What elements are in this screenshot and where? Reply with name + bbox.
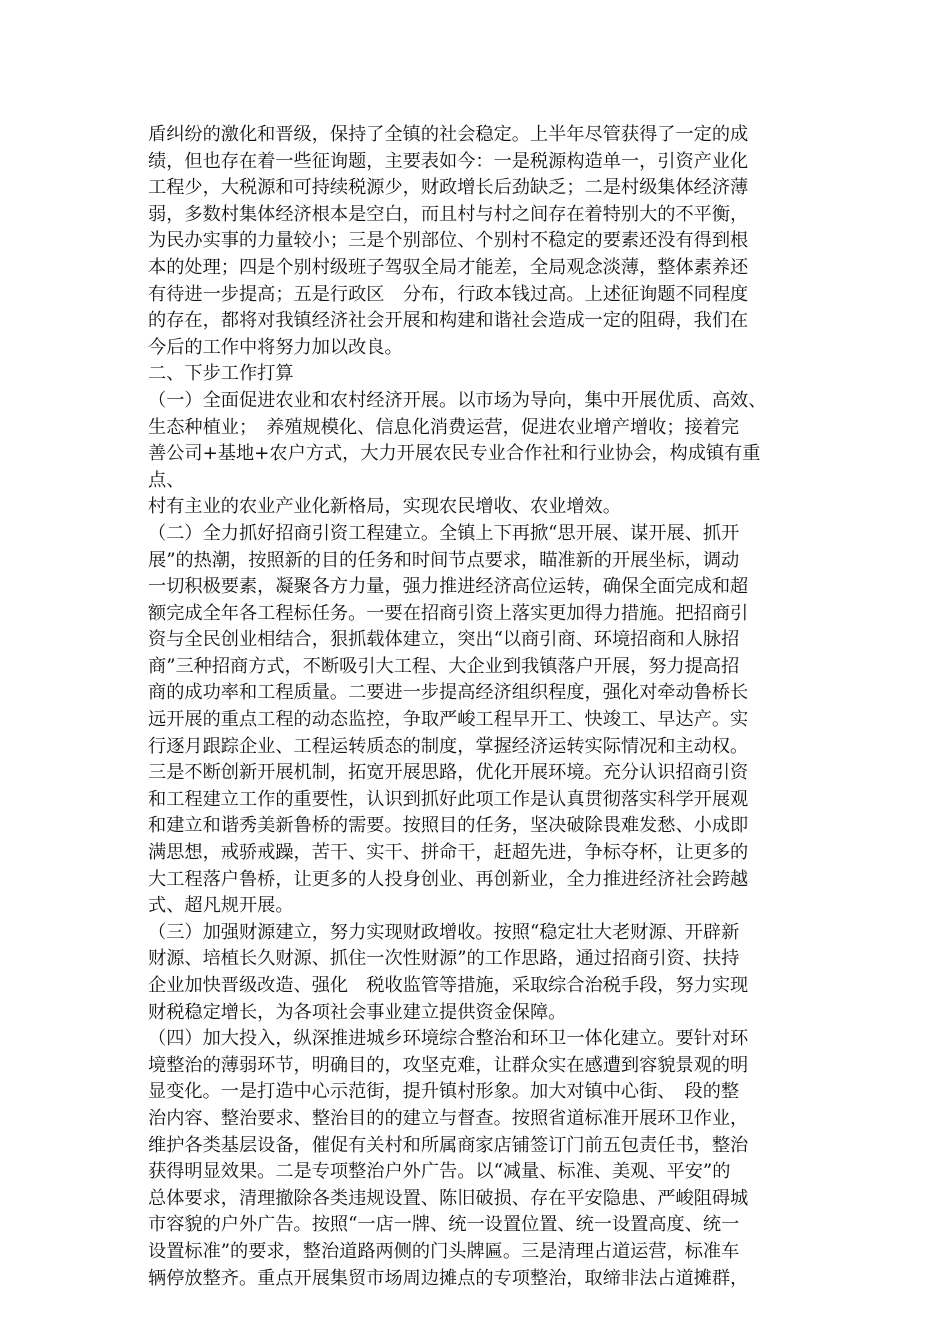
- text-line: 辆停放整齐。重点开展集贸市场周边摊点的专项整治，取缔非法占道摊群，: [148, 1267, 749, 1289]
- text-line: 境整治的薄弱环节，明确目的，攻坚克难，让群众实在感遭到容貌景观的明: [148, 1054, 749, 1076]
- text-line: 治内容、整治要求、整治目的的建立与督查。按照省道标准开展环卫作业，: [148, 1107, 749, 1129]
- text-line: 盾纠纷的激化和晋级，保持了全镇的社会稳定。上半年尽管获得了一定的成: [148, 124, 749, 145]
- text-line: 生态种植业； 养殖规模化、信息化消费运营，促进农业增产增收；接着完: [148, 416, 740, 438]
- text-line: 和建立和谐秀美新鲁桥的需要。按照目的任务，坚决破除畏难发愁、小成即: [148, 815, 749, 837]
- text-line: 有待进一步提高；五是行政区 分布，行政本钱过高。上述征询题不同程度: [148, 283, 749, 305]
- text-line: 维护各类基层设备，催促有关村和所属商家店铺签订门前五包责任书，整治: [148, 1134, 749, 1156]
- text-line: 显变化。一是打造中心示范街，提升镇村形象。加大对镇中心街、 段的整: [148, 1081, 740, 1103]
- text-line: （二）全力抓好招商引资工程建立。全镇上下再掀“思开展、谋开展、抓开: [148, 522, 740, 544]
- text-line: 商”三种招商方式，不断吸引大工程、大企业到我镇落户开展，努力提高招: [148, 655, 740, 677]
- text-line: 市容貌的户外广告。按照“一店一牌、统一设置位置、统一设置高度、统一: [148, 1214, 740, 1236]
- text-line: 工程少，大税源和可持续税源少，财政增长后劲缺乏；二是村级集体经济薄: [148, 177, 749, 199]
- text-line: 企业加快晋级改造、强化 税收监管等措施，采取综合治税手段，努力实现: [148, 975, 749, 996]
- text-line: 村有主业的农业产业化新格局，实现农民增收、农业增效。: [148, 496, 621, 518]
- text-line: 善公司+基地+农户方式，大力开展农民专业合作社和行业协会，构成镇有重: [148, 443, 761, 465]
- text-line: 获得明显效果。二是专项整治户外广告。以“减量、标准、美观、平安”的: [148, 1161, 731, 1183]
- section-heading: 二、下步工作打算: [148, 363, 294, 385]
- text-line: 大工程落户鲁桥，让更多的人投身创业、再创新业，全力推进经济社会跨越: [148, 868, 749, 890]
- text-line: （四）加大投入，纵深推进城乡环境综合整治和环卫一体化建立。要针对环: [148, 1028, 749, 1050]
- document-body: [148, 122, 792, 1292]
- text-line: 满思想，戒骄戒躁，苦干、实干、拼命干，赶超先进，争标夺杯，让更多的: [148, 842, 749, 864]
- text-line: 额完成全年各工程标任务。一要在招商引资上落实更加得力措施。把招商引: [148, 602, 749, 624]
- text-line: 资与全民创业相结合，狠抓载体建立，突出“以商引商、环境招商和人脉招: [148, 629, 740, 651]
- text-line: 展”的热潮，按照新的目的任务和时间节点要求，瞄准新的开展坐标，调动: [148, 549, 740, 571]
- text-line: 商的成功率和工程质量。二要进一步提高经济组织程度，强化对牵动鲁桥长: [148, 682, 749, 704]
- text-line: 一切积极要素，凝聚各方力量，强力推进经济高位运转，确保全面完成和超: [148, 576, 749, 598]
- text-line: （三）加强财源建立，努力实现财政增收。按照“稳定壮大老财源、开辟新: [148, 921, 740, 943]
- text-line: 三是不断创新开展机制，拓宽开展思路，优化开展环境。充分认识招商引资: [148, 762, 749, 784]
- text-line: 的存在，都将对我镇经济社会开展和构建和谐社会造成一定的阻碍，我们在: [148, 310, 749, 332]
- text-line: 式、超凡规开展。: [148, 895, 294, 917]
- text-line: 总体要求，清理撤除各类违规设置、陈旧破损、存在平安隐患、严峻阻碍城: [148, 1187, 749, 1209]
- text-line: 财税稳定增长，为各项社会事业建立提供资金保障。: [148, 1001, 567, 1023]
- text-line: 今后的工作中将努力加以改良。: [148, 336, 403, 358]
- text-line: 绩，但也存在着一些征询题，主要表如今：一是税源构造单一，引资产业化: [148, 150, 749, 172]
- text-line: （一）全面促进农业和农村经济开展。以市场为导向，集中开展优质、高效、: [148, 389, 767, 411]
- text-line: 财源、培植长久财源、抓住一次性财源”的工作思路，通过招商引资、扶持: [148, 948, 740, 970]
- text-line: 远开展的重点工程的动态监控，争取严峻工程早开工、快竣工、早达产。实: [148, 709, 749, 731]
- text-line: 本的处理；四是个别村级班子驾驭全局才能差，全局观念淡薄，整体素养还: [148, 256, 749, 278]
- text-line: 和工程建立工作的重要性，认识到抓好此项工作是认真贯彻落实科学开展观: [148, 788, 749, 810]
- text-line: 设置标准”的要求，整治道路两侧的门头牌匾。三是清理占道运营，标准车: [148, 1240, 740, 1262]
- text-line: 行逐月跟踪企业、工程运转质态的制度，掌握经济运转实际情况和主动权。: [148, 735, 749, 757]
- text-line: 弱，多数村集体经济根本是空白，而且村与村之间存在着特别大的不平衡，: [148, 203, 749, 225]
- text-line: 为民办实事的力量较小；三是个别部位、个别村不稳定的要素还没有得到根: [148, 230, 749, 252]
- text-line: 点、: [148, 469, 185, 491]
